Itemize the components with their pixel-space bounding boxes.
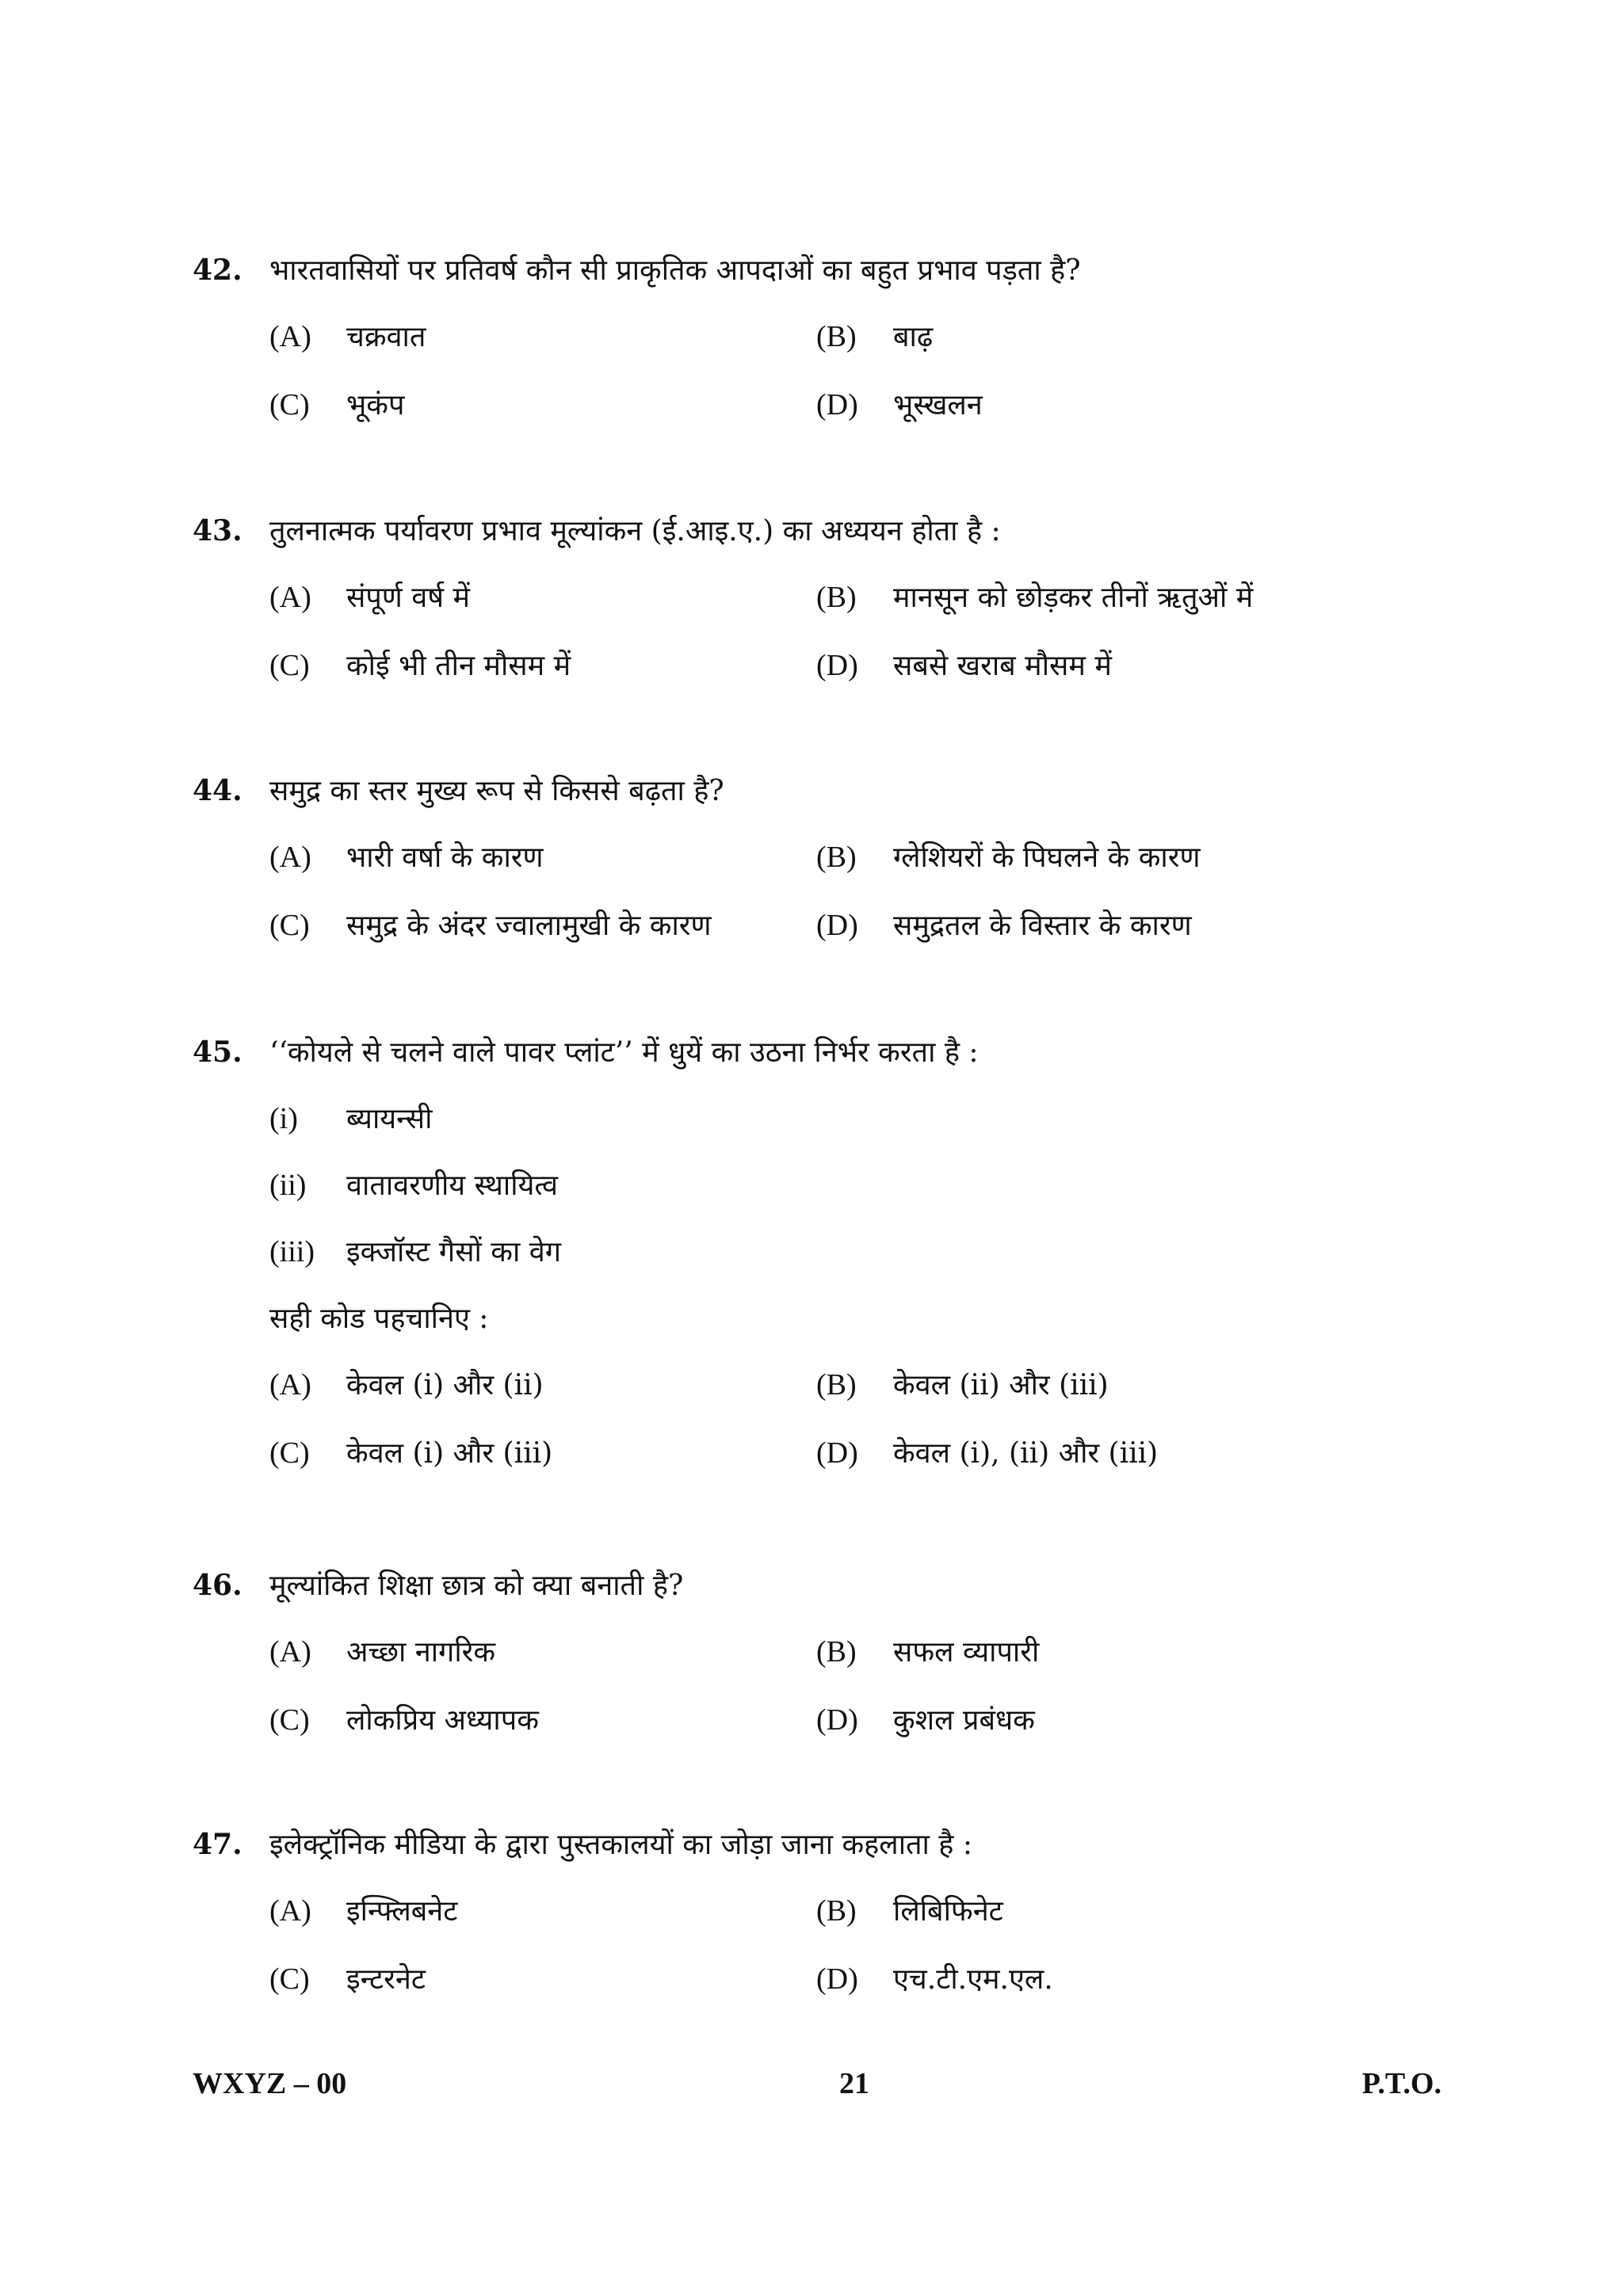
statement-label: (i) [269, 1102, 298, 1135]
statement-label: (ii) [269, 1169, 307, 1202]
option-text: भूकंप [346, 389, 405, 421]
option-b [816, 1364, 1363, 1403]
option-label: (A) [269, 581, 311, 614]
question-number: 42. [193, 254, 242, 287]
option-text: मानसून को छोड़कर तीनों ऋतुओं में [893, 582, 1254, 614]
question-46 [193, 1565, 1476, 1768]
option-label: (C) [269, 1436, 310, 1470]
page-footer [193, 2066, 1442, 2101]
pto-label: P.T.O. [1361, 2067, 1442, 2100]
option-text: इन्फ्लिबनेट [346, 1895, 458, 1928]
question-text: इलेक्ट्रॉनिक मीडिया के द्वारा पुस्तकालयों का जोड़ा जाना कहलाता है : [269, 1829, 972, 1861]
option-a [269, 1890, 816, 1929]
option-text: सबसे खराब मौसम में [893, 650, 1112, 682]
option-text: बाढ़ [893, 321, 934, 353]
option-a [269, 1631, 816, 1670]
options [269, 577, 1476, 713]
option-label: (A) [269, 1368, 311, 1402]
option-label: (C) [269, 909, 310, 942]
option-label: (B) [816, 841, 857, 874]
option-label: (A) [269, 1635, 311, 1669]
option-label: (B) [816, 1368, 857, 1402]
options [269, 837, 1476, 973]
option-label: (A) [269, 841, 311, 874]
option-label: (C) [269, 388, 310, 421]
question-text: समुद्र का स्तर मुख्य रूप से किससे बढ़ता है? [269, 775, 724, 807]
question-text: ‘‘कोयले से चलने वाले पावर प्लांट’’ में धुयें का उठना निर्भर करता है : [269, 1036, 979, 1069]
option-text: समुद्र के अंदर ज्वालामुखी के कारण [346, 910, 712, 942]
option-text: भारी वर्षा के कारण [346, 841, 544, 874]
option-label: (B) [816, 320, 857, 353]
question-43 [193, 510, 1476, 713]
option-b [816, 1890, 1363, 1929]
option-label: (D) [816, 388, 858, 421]
option-label: (A) [269, 320, 311, 353]
statement-iii [269, 1231, 1476, 1298]
option-label: (D) [816, 1703, 858, 1737]
option-label: (C) [269, 649, 310, 682]
statement-i [269, 1098, 1476, 1165]
option-text: कोई भी तीन मौसम में [346, 650, 571, 682]
page-number: 21 [838, 2067, 869, 2100]
options [269, 1890, 1476, 2027]
option-label: (B) [816, 581, 857, 614]
option-text: केवल (i) और (ii) [346, 1369, 544, 1402]
option-text: लोकप्रिय अध्यापक [346, 1704, 539, 1737]
options [269, 316, 1476, 452]
option-label: (D) [816, 909, 858, 942]
question-number: 44. [193, 774, 242, 807]
option-label: (B) [816, 1635, 857, 1669]
question-text: भारतवासियों पर प्रतिवर्ष कौन सी प्राकृतिक आपदाओं का बहुत प्रभाव पड़ता है? [269, 254, 1081, 287]
question-text: तुलनात्मक पर्यावरण प्रभाव मूल्यांकन (ई.आइ.ए.) का अध्ययन होता है : [269, 515, 1001, 547]
option-text: संपूर्ण वर्ष में [346, 582, 471, 614]
option-d [816, 905, 1363, 944]
statement-ii [269, 1165, 1476, 1231]
option-text: लिबिफिनेट [893, 1895, 1003, 1928]
option-label: (B) [816, 1894, 857, 1928]
option-d [816, 1699, 1363, 1738]
option-d [816, 1958, 1363, 1997]
option-d [816, 384, 1363, 423]
option-label: (C) [269, 1962, 310, 1996]
option-label: (D) [816, 1962, 858, 1996]
option-label: (A) [269, 1894, 311, 1928]
statement-text: ब्यायन्सी [346, 1103, 433, 1135]
option-text: सफल व्यापारी [893, 1636, 1040, 1669]
statement-list [269, 1098, 1476, 1501]
option-b [816, 1631, 1363, 1670]
option-text: ग्लेशियरों के पिघलने के कारण [893, 841, 1201, 874]
option-label: (D) [816, 649, 858, 682]
option-c [269, 1958, 816, 1997]
option-a [269, 1364, 816, 1403]
question-text: मूल्यांकित शिक्षा छात्र को क्या बनाती है? [269, 1569, 684, 1602]
option-text: चक्रवात [346, 321, 426, 353]
question-44 [193, 770, 1476, 973]
option-text: कुशल प्रबंधक [893, 1704, 1035, 1737]
option-a [269, 316, 816, 355]
statement-text: वातावरणीय स्थायित्व [346, 1169, 558, 1202]
option-text: केवल (i) और (iii) [346, 1437, 553, 1470]
options [269, 1631, 1476, 1768]
option-c [269, 905, 816, 944]
option-c [269, 645, 816, 684]
option-label: (D) [816, 1436, 858, 1470]
option-d [816, 645, 1363, 684]
question-42 [193, 250, 1476, 452]
question-number: 45. [193, 1035, 242, 1069]
option-text: केवल (i), (ii) और (iii) [893, 1437, 1159, 1470]
statement-text: इक्जॉस्ट गैसों का वेग [346, 1236, 561, 1268]
option-text: समुद्रतल के विस्तार के कारण [893, 910, 1192, 942]
option-c [269, 1699, 816, 1738]
option-label: (C) [269, 1703, 310, 1737]
option-d [816, 1432, 1363, 1471]
question-45 [193, 1032, 1476, 1501]
option-text: केवल (ii) और (iii) [893, 1369, 1109, 1402]
option-a [269, 577, 816, 616]
paper-code: WXYZ – 00 [193, 2067, 347, 2100]
option-c [269, 384, 816, 423]
option-text: इन्टरनेट [346, 1963, 426, 1996]
option-a [269, 837, 816, 875]
question-number: 46. [193, 1569, 242, 1602]
question-number: 43. [193, 514, 242, 547]
option-b [816, 837, 1363, 875]
code-prompt: सही कोड पहचानिए : [269, 1302, 489, 1335]
option-b [816, 577, 1363, 616]
option-c [269, 1432, 816, 1471]
question-number: 47. [193, 1828, 242, 1861]
statement-label: (iii) [269, 1235, 315, 1268]
option-b [816, 316, 1363, 355]
option-text: एच.टी.एम.एल. [893, 1963, 1053, 1996]
option-text: भूस्खलन [893, 389, 983, 421]
question-47 [193, 1824, 1476, 2027]
option-text: अच्छा नागरिक [346, 1636, 496, 1669]
